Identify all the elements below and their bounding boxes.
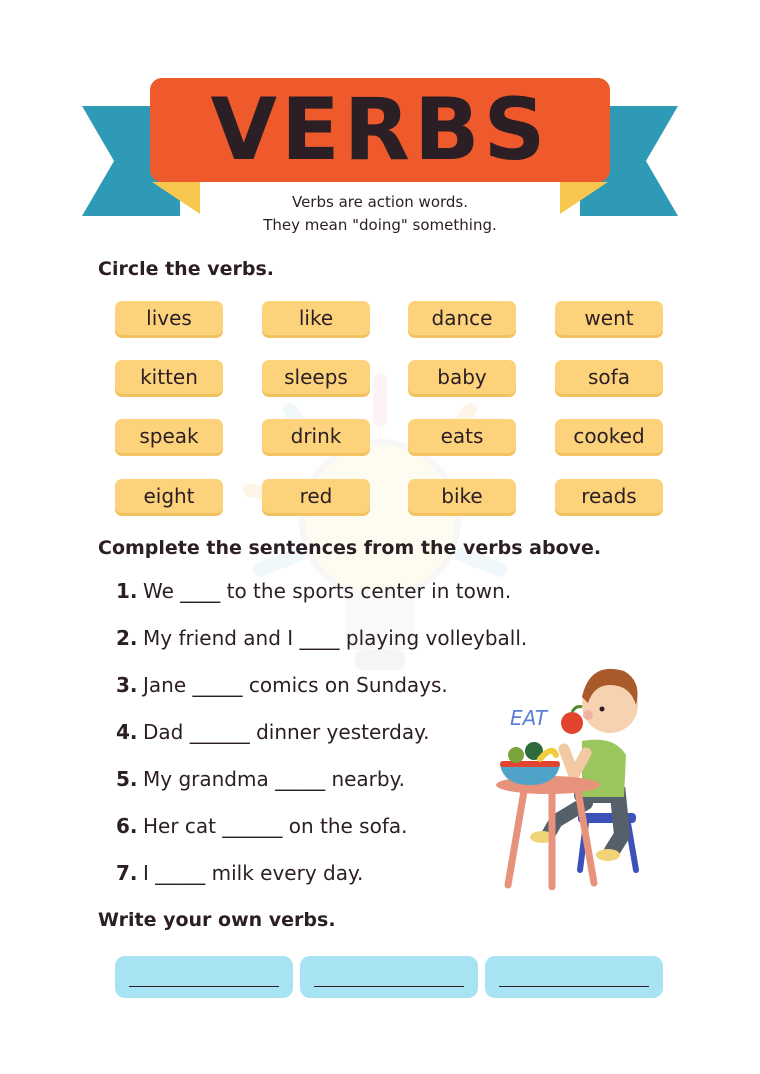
sentence-number: 7. <box>116 861 138 885</box>
sentence-text: We ____ to the sports center in town. <box>143 579 512 603</box>
sentence-text: My friend and I ____ playing volleyball. <box>143 626 528 650</box>
word-chip[interactable]: eight <box>115 479 223 513</box>
word-chip[interactable]: lives <box>115 301 223 335</box>
section-heading-circle: Circle the verbs. <box>98 258 274 280</box>
sentence-text: Her cat ______ on the sofa. <box>143 814 408 838</box>
word-chip[interactable]: sofa <box>555 360 663 394</box>
sentence-item <box>116 720 429 744</box>
word-chip[interactable]: eats <box>408 419 516 453</box>
sentence-item <box>116 579 511 603</box>
write-verb-box-3[interactable] <box>485 956 663 998</box>
word-chip[interactable]: dance <box>408 301 516 335</box>
write-verb-box-2[interactable] <box>300 956 478 998</box>
kid-eating-icon <box>490 655 650 890</box>
sentence-number: 4. <box>116 720 138 744</box>
sentence-item <box>116 626 527 650</box>
write-line <box>314 986 464 987</box>
word-chip[interactable]: bike <box>408 479 516 513</box>
subtitle-line-1: Verbs are action words. <box>291 193 468 211</box>
word-chip[interactable]: kitten <box>115 360 223 394</box>
sentence-item <box>116 861 363 885</box>
sentence-text: I _____ milk every day. <box>143 861 364 885</box>
sentence-number: 3. <box>116 673 138 697</box>
section-heading-write: Write your own verbs. <box>98 909 336 931</box>
word-chip[interactable]: cooked <box>555 419 663 453</box>
word-chip[interactable]: reads <box>555 479 663 513</box>
word-chip[interactable]: speak <box>115 419 223 453</box>
word-chip[interactable]: sleeps <box>262 360 370 394</box>
sentence-item <box>116 814 408 838</box>
sentence-text: Dad ______ dinner yesterday. <box>143 720 430 744</box>
sentence-item <box>116 767 405 791</box>
write-line <box>499 986 649 987</box>
sentence-number: 6. <box>116 814 138 838</box>
kid-eating-illustration <box>490 655 650 890</box>
banner-title-plate <box>150 78 610 182</box>
write-line <box>129 986 279 987</box>
word-chip[interactable]: drink <box>262 419 370 453</box>
sentence-item <box>116 673 448 697</box>
word-chip[interactable]: went <box>555 301 663 335</box>
subtitle-line-2: They mean "doing" something. <box>263 216 497 234</box>
section-heading-complete: Complete the sentences from the verbs above. <box>98 537 602 559</box>
page-title: VERBS <box>210 80 550 180</box>
sentence-text: Jane _____ comics on Sundays. <box>143 673 448 697</box>
sentence-number: 2. <box>116 626 138 650</box>
word-chip[interactable]: baby <box>408 360 516 394</box>
eat-label: EAT <box>510 706 548 730</box>
write-verb-box-1[interactable] <box>115 956 293 998</box>
sentence-text: My grandma _____ nearby. <box>143 767 405 791</box>
sentence-number: 1. <box>116 579 138 603</box>
word-chip[interactable]: like <box>262 301 370 335</box>
sentence-number: 5. <box>116 767 138 791</box>
word-chip[interactable]: red <box>262 479 370 513</box>
